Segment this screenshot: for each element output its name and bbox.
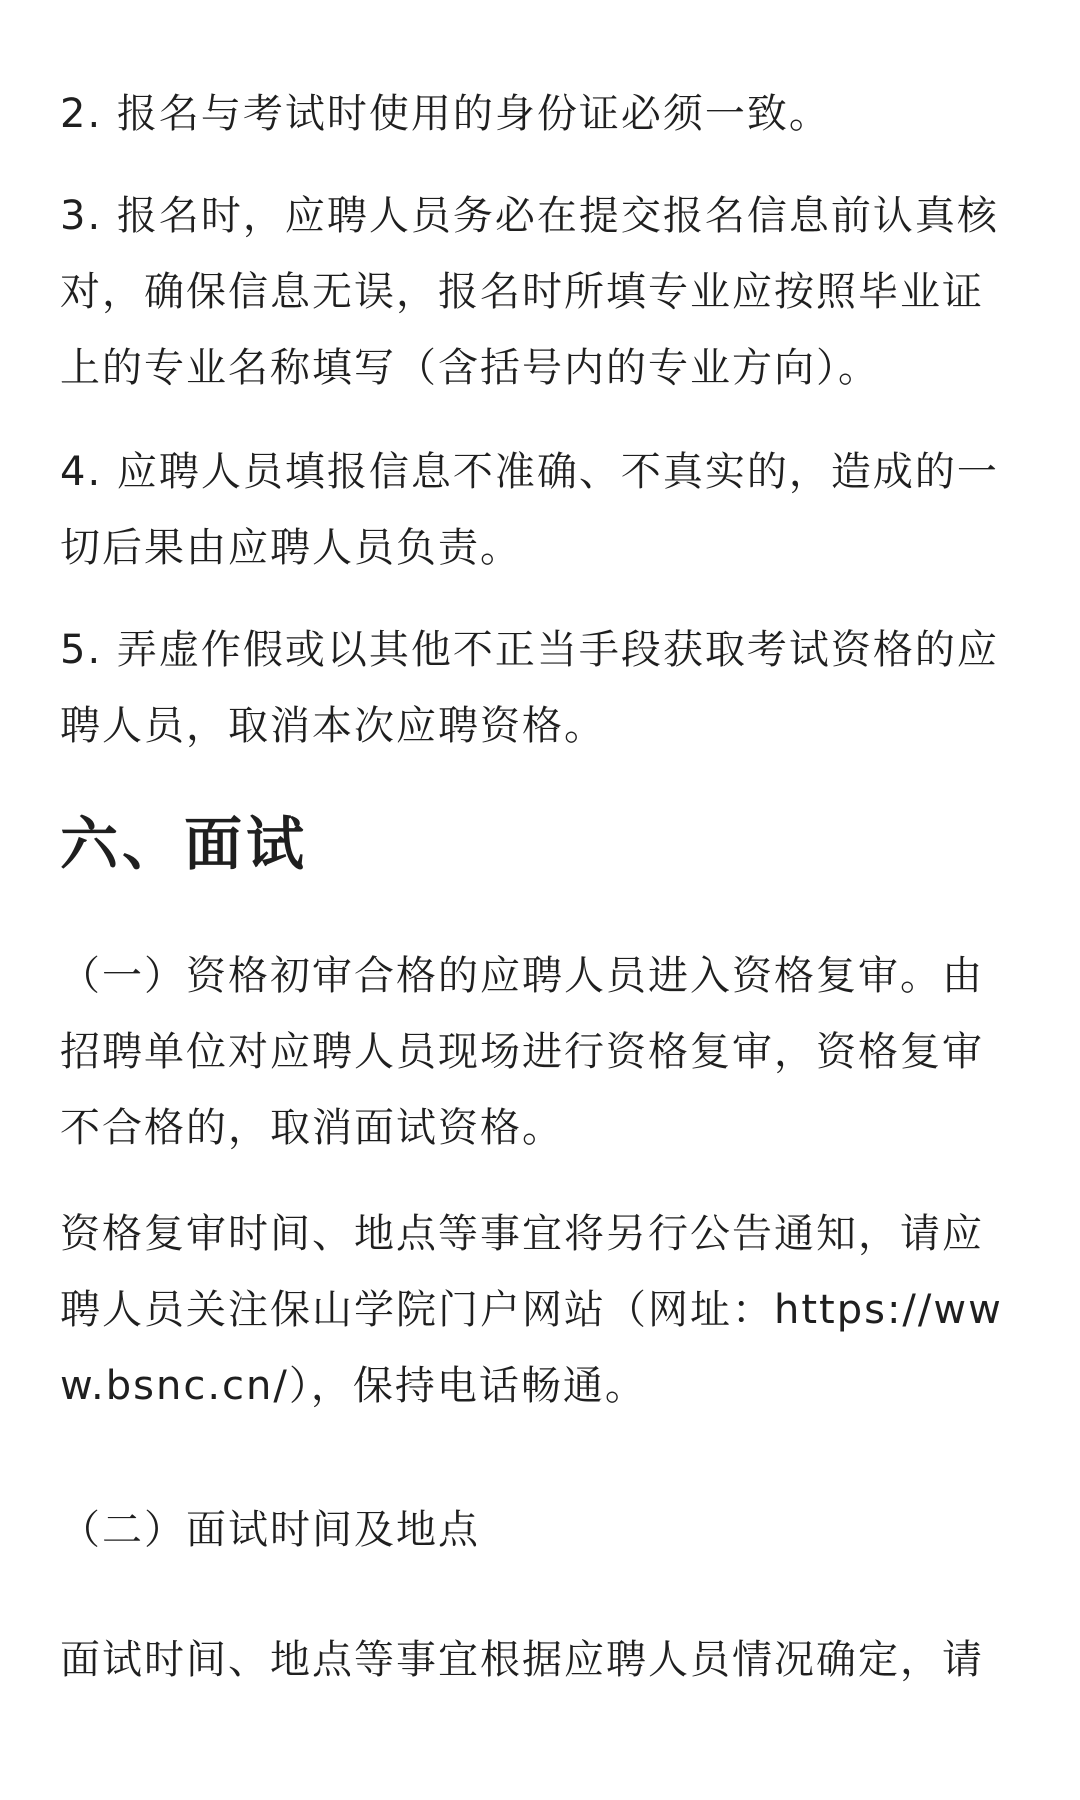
list-item-4: 4. 应聘人员填报信息不准确、不真实的，造成的一切后果由应聘人员负责。 bbox=[60, 449, 999, 571]
interview-subsection-2-text: 面试时间、地点等事宜根据应聘人员情况确定，请 bbox=[60, 1637, 984, 1683]
list-item-2: 2. 报名与考试时使用的身份证必须一致。 bbox=[60, 91, 831, 137]
list-item-3: 3. 报名时，应聘人员务必在提交报名信息前认真核对，确保信息无误，报名时所填专业应按照毕业证上的专业名称填写（含括号内的专业方向）。 bbox=[60, 193, 999, 391]
interview-notice: 资格复审时间、地点等事宜将另行公告通知，请应聘人员关注保山学院门户网站（网址：https://www.bsnc.cn/），保持电话畅通。 bbox=[60, 1211, 1003, 1409]
list-item-5: 5. 弄虚作假或以其他不正当手段获取考试资格的应聘人员，取消本次应聘资格。 bbox=[60, 627, 999, 749]
section-heading-interview: 六、面试 bbox=[60, 810, 309, 878]
interview-subsection-2-title: （二）面试时间及地点 bbox=[60, 1507, 480, 1553]
interview-subsection-1: （一）资格初审合格的应聘人员进入资格复审。由招聘单位对应聘人员现场进行资格复审，资格复审不合格的，取消面试资格。 bbox=[60, 953, 984, 1151]
